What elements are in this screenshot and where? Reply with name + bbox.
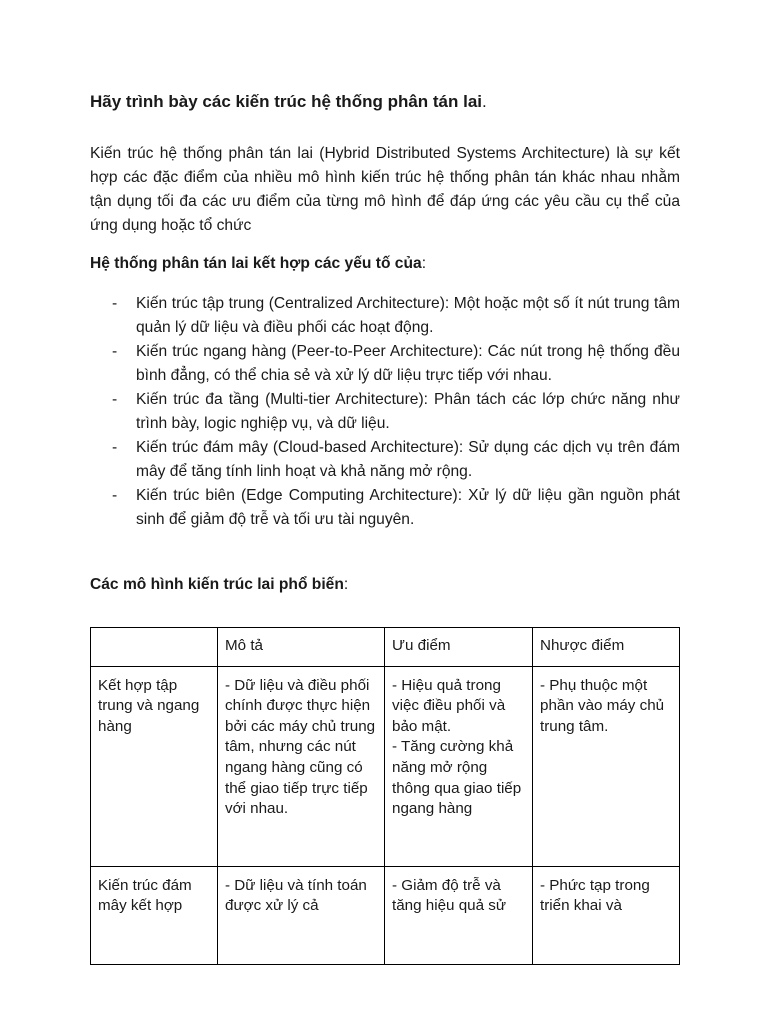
hybrid-models-table bbox=[90, 627, 680, 965]
section-heading-models: Các mô hình kiến trúc lai phổ biến: bbox=[90, 576, 349, 593]
list-item: - Kiến trúc đám mây (Cloud-based Architecture): Sử dụng các dịch vụ trên đám mây để tăng tính linh hoạt và khả năng mở rộng. bbox=[112, 439, 680, 480]
header-cell-pros: Ưu điểm bbox=[385, 628, 533, 667]
header-cell-empty bbox=[91, 628, 218, 667]
table-row bbox=[91, 666, 680, 866]
section-heading-elements: Hệ thống phân tán lai kết hợp các yếu tố của: bbox=[90, 255, 427, 272]
document-title: Hãy trình bày các kiến trúc hệ thống phân tán lai. bbox=[90, 92, 487, 111]
model-name-cell: Kiến trúc đám mây kết hợp bbox=[91, 866, 218, 964]
description-cell: - Dữ liệu và tính toán được xử lý cả bbox=[218, 866, 385, 964]
pros-cell: - Giảm độ trễ và tăng hiệu quả sử bbox=[385, 866, 533, 964]
architecture-list bbox=[90, 292, 680, 532]
pros-cell: - Hiệu quả trong việc điều phối và bảo mật. - Tăng cường khả năng mở rộng thông qua giao tiếp ngang hàng bbox=[385, 666, 533, 866]
header-cell-description: Mô tả bbox=[218, 628, 385, 667]
header-cell-cons: Nhược điểm bbox=[533, 628, 680, 667]
intro-paragraph: Kiến trúc hệ thống phân tán lai (Hybrid Distributed Systems Architecture) là sự kết hợp các đặc điểm của nhiều mô hình kiến trúc hệ thống phân tán khác nhau nhằm tận dụng tối đa các ưu điểm của từng mô hình để đáp ứng các yêu cầu cụ thể của ứng dụng hoặc tổ chức bbox=[90, 145, 680, 234]
table-row bbox=[91, 866, 680, 964]
model-name-cell: Kết hợp tập trung và ngang hàng bbox=[91, 666, 218, 866]
list-item: - Kiến trúc ngang hàng (Peer-to-Peer Architecture): Các nút trong hệ thống đều bình đẳng, có thể chia sẻ và xử lý dữ liệu trực tiếp với nhau. bbox=[112, 343, 680, 384]
list-item: - Kiến trúc tập trung (Centralized Architecture): Một hoặc một số ít nút trung tâm quản lý dữ liệu và điều phối các hoạt động. bbox=[112, 295, 680, 336]
table-header-row bbox=[91, 628, 680, 667]
list-item: - Kiến trúc đa tầng (Multi-tier Architecture): Phân tách các lớp chức năng như trình bày, logic nghiệp vụ, và dữ liệu. bbox=[112, 391, 680, 432]
cons-cell: - Phụ thuộc một phần vào máy chủ trung tâm. bbox=[533, 666, 680, 866]
description-cell: - Dữ liệu và điều phối chính được thực hiện bởi các máy chủ trung tâm, nhưng các nút ngang hàng cũng có thể giao tiếp trực tiếp với nhau. bbox=[218, 666, 385, 866]
cons-cell: - Phức tạp trong triển khai và bbox=[533, 866, 680, 964]
list-item: - Kiến trúc biên (Edge Computing Architecture): Xử lý dữ liệu gần nguồn phát sinh để giảm độ trễ và tối ưu tài nguyên. bbox=[112, 487, 680, 528]
